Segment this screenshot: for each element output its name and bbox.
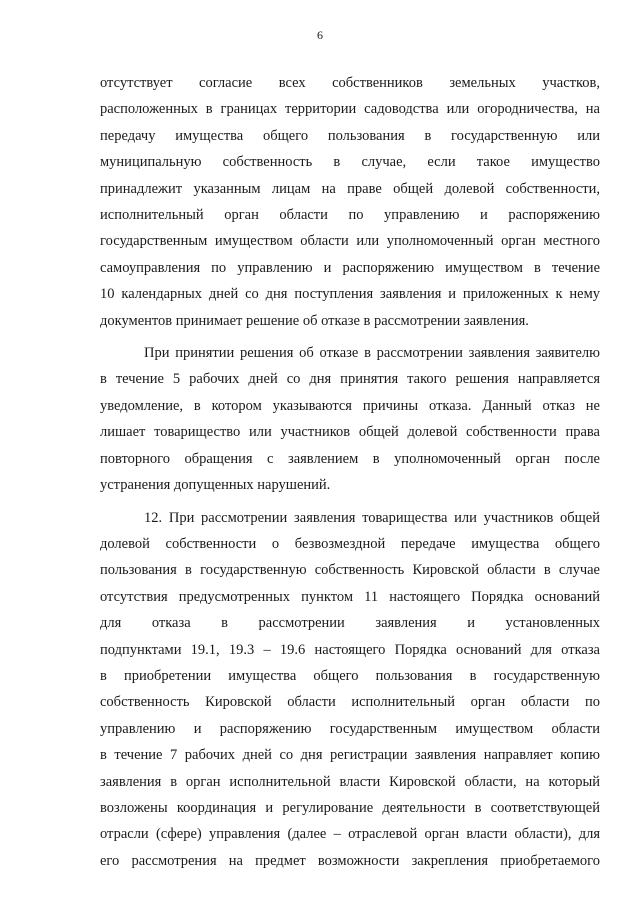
text-line: устранения допущенных нарушений. <box>100 477 331 494</box>
text-line: передачу имущества общего пользования в государственную или <box>100 127 600 144</box>
text-line: принадлежит указанным лицам на праве общей долевой собственности, <box>100 180 600 197</box>
text-line: его рассмотрения на предмет возможности закрепления приобретаемого <box>100 852 600 869</box>
text-line: для отказа в рассмотрении заявления и установленных <box>100 615 600 632</box>
text-line: При принятии решения об отказе в рассмотрении заявления заявителю <box>144 345 600 362</box>
text-line: лишает товарищество или участников общей долевой собственности права <box>100 424 600 441</box>
text-line: отсутствия предусмотренных пунктом 11 настоящего Порядка оснований <box>100 588 600 605</box>
text-line: управлению и распоряжению государственным имуществом области <box>100 720 600 737</box>
text-line: повторного обращения с заявлением в уполномоченный орган после <box>100 450 600 467</box>
text-line: подпунктами 19.1, 19.3 – 19.6 настоящего Порядка оснований для отказа <box>100 641 600 658</box>
text-line: возложены координация и регулирование деятельности в соответствующей <box>100 799 600 816</box>
text-line: уведомление, в котором указываются причины отказа. Данный отказ не <box>100 397 600 414</box>
text-line: в течение 7 рабочих дней со дня регистрации заявления направляет копию <box>100 747 600 764</box>
text-line: пользования в государственную собственность Кировской области в случае <box>100 562 600 579</box>
text-line: 12. При рассмотрении заявления товарищества или участников общей <box>144 509 600 526</box>
text-line: собственность Кировской области исполнительный орган области по <box>100 694 600 711</box>
text-line: расположенных в границах территории садоводства или огородничества, на <box>100 101 600 118</box>
text-line: документов принимает решение об отказе в рассмотрении заявления. <box>100 312 529 329</box>
paragraph-1 <box>100 70 600 334</box>
text-line: исполнительный орган области по управлению и распоряжению <box>100 207 600 224</box>
text-line: в приобретении имущества общего пользования в государственную <box>100 667 600 684</box>
document-body <box>100 70 600 874</box>
text-line: государственным имуществом области или уполномоченный орган местного <box>100 233 600 250</box>
text-line: долевой собственности о безвозмездной передаче имущества общего <box>100 535 600 552</box>
text-line: отрасли (сфере) управления (далее – отраслевой орган власти области), для <box>100 826 600 843</box>
text-line: отсутствует согласие всех собственников земельных участков, <box>100 75 600 91</box>
text-line: муниципальную собственность в случае, если такое имущество <box>100 154 600 171</box>
text-line: 10 календарных дней со дня поступления заявления и приложенных к нему <box>100 286 600 303</box>
text-line: заявления в орган исполнительной власти Кировской области, на который <box>100 773 600 790</box>
paragraph-3 <box>100 505 600 875</box>
text-line: в течение 5 рабочих дней со дня принятия такого решения направляется <box>100 371 600 388</box>
paragraph-2 <box>100 340 600 498</box>
page-number: 6 <box>317 28 323 42</box>
text-line: самоуправления по управлению и распоряжению имуществом в течение <box>100 259 600 276</box>
